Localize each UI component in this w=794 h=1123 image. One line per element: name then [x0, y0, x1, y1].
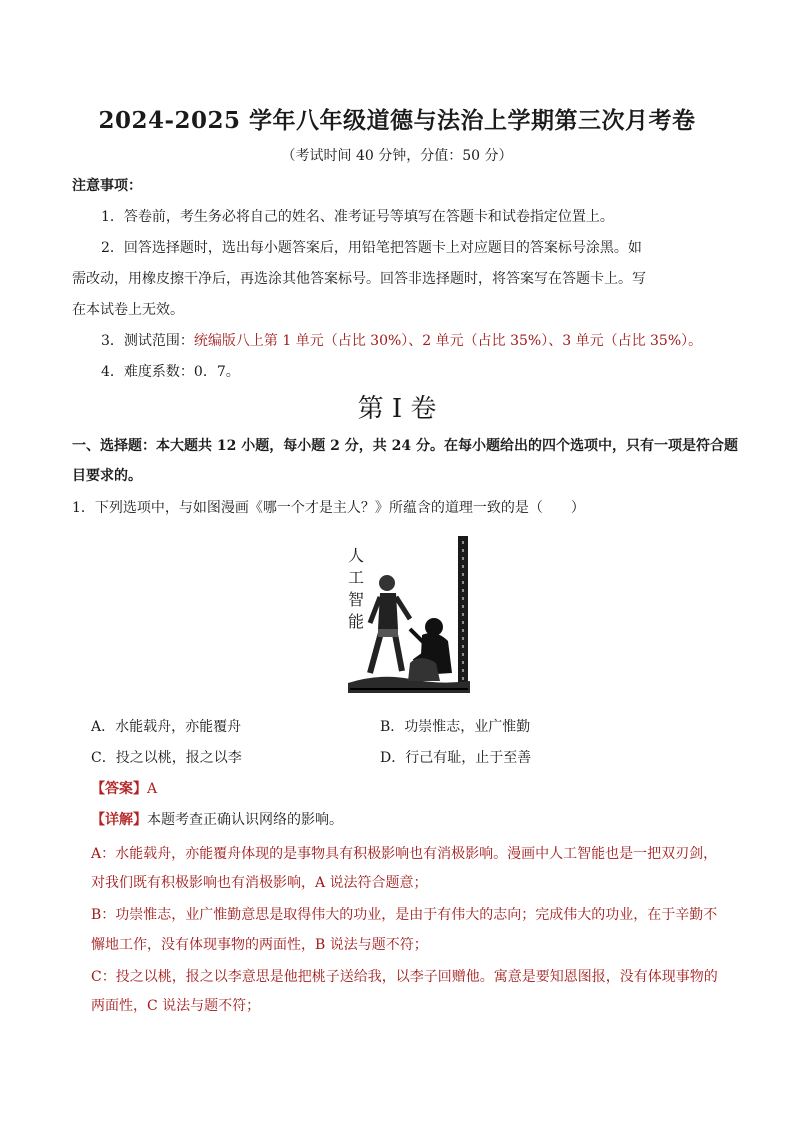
- answer-line: [91, 778, 157, 798]
- notes-item-4: 4．难度系数：0．7。: [101, 364, 240, 380]
- explain-a-line-1: A：水能载舟，亦能覆舟体现的是事物具有积极影响也有消极影响。漫画中人工智能也是一把双刃剑，: [91, 846, 718, 862]
- notes-item-3-range: 统编版八上第 1 单元（占比 30%）、2 单元（占比 35%）、3 单元（占比 35%）。: [193, 333, 703, 349]
- notes-item-2-line-3: 在本试卷上无效。: [72, 302, 184, 318]
- option-d: D．行己有耻，止于至善: [380, 750, 532, 766]
- explain-c-line-1: C：投之以桃，报之以李意思是他把桃子送给我，以李子回赠他。寓意是要知恩图报，没有体现事物的: [91, 969, 718, 985]
- detail-tag: 【详解】: [91, 812, 147, 828]
- option-a: A．水能载舟，亦能覆舟: [91, 719, 242, 735]
- explain-b-line-2: 懈地工作，没有体现事物的两面性，B 说法与题不符；: [91, 937, 428, 953]
- notes-heading: 注意事项：: [72, 178, 142, 194]
- explain-c-line-2: 两面性，C 说法与题不符；: [91, 998, 261, 1014]
- option-b: B．功崇惟志，业广惟勤: [380, 719, 531, 735]
- explain-a-line-2: 对我们既有积极影响也有消极影响，A 说法符合题意；: [91, 875, 428, 891]
- notes-item-1: 1．答卷前，考生务必将自己的姓名、准考证号等填写在答题卡和试卷指定位置上。: [101, 209, 614, 225]
- comic-image: [340, 533, 476, 705]
- section-intro-line-2: 目要求的。: [72, 468, 142, 484]
- notes-item-2-line-1: 2．回答选择题时，选出每小题答案后，用铅笔把答题卡上对应题目的答案标号涂黑。如: [101, 240, 642, 256]
- notes-item-3-prefix: 3．测试范围：: [101, 333, 194, 349]
- notes-item-3: [101, 330, 702, 350]
- section-title: 第 I 卷: [357, 394, 437, 424]
- explain-b-line-1: B：功崇惟志，业广惟勤意思是取得伟大的功业，是由于有伟大的志向；完成伟大的功业，在于辛勤不: [91, 907, 718, 923]
- detail-intro: 本题考查正确认识网络的影响。: [147, 812, 343, 828]
- question-1-stem: 1．下列选项中，与如图漫画《哪一个才是主人？》所蕴含的道理一致的是（ ）: [72, 500, 585, 516]
- answer-tag: 【答案】: [91, 781, 147, 797]
- answer-value: A: [147, 781, 158, 797]
- section-intro-line-1: 一、选择题：本大题共 12 小题，每小题 2 分，共 24 分。在每小题给出的四个选项中，只有一项是符合题: [72, 438, 738, 454]
- detail-line: [91, 809, 343, 829]
- exam-subtitle: （考试时间 40 分钟，分值：50 分）: [281, 148, 513, 164]
- notes-item-2-line-2: 需改动，用橡皮擦干净后，再选涂其他答案标号。回答非选择题时，将答案写在答题卡上。写: [72, 271, 646, 287]
- option-c: C．投之以桃，报之以李: [91, 750, 242, 766]
- comic-caption: 人 工 智 能: [348, 546, 365, 631]
- exam-title: 2024-2025 学年八年级道德与法治上学期第三次月考卷: [98, 107, 696, 134]
